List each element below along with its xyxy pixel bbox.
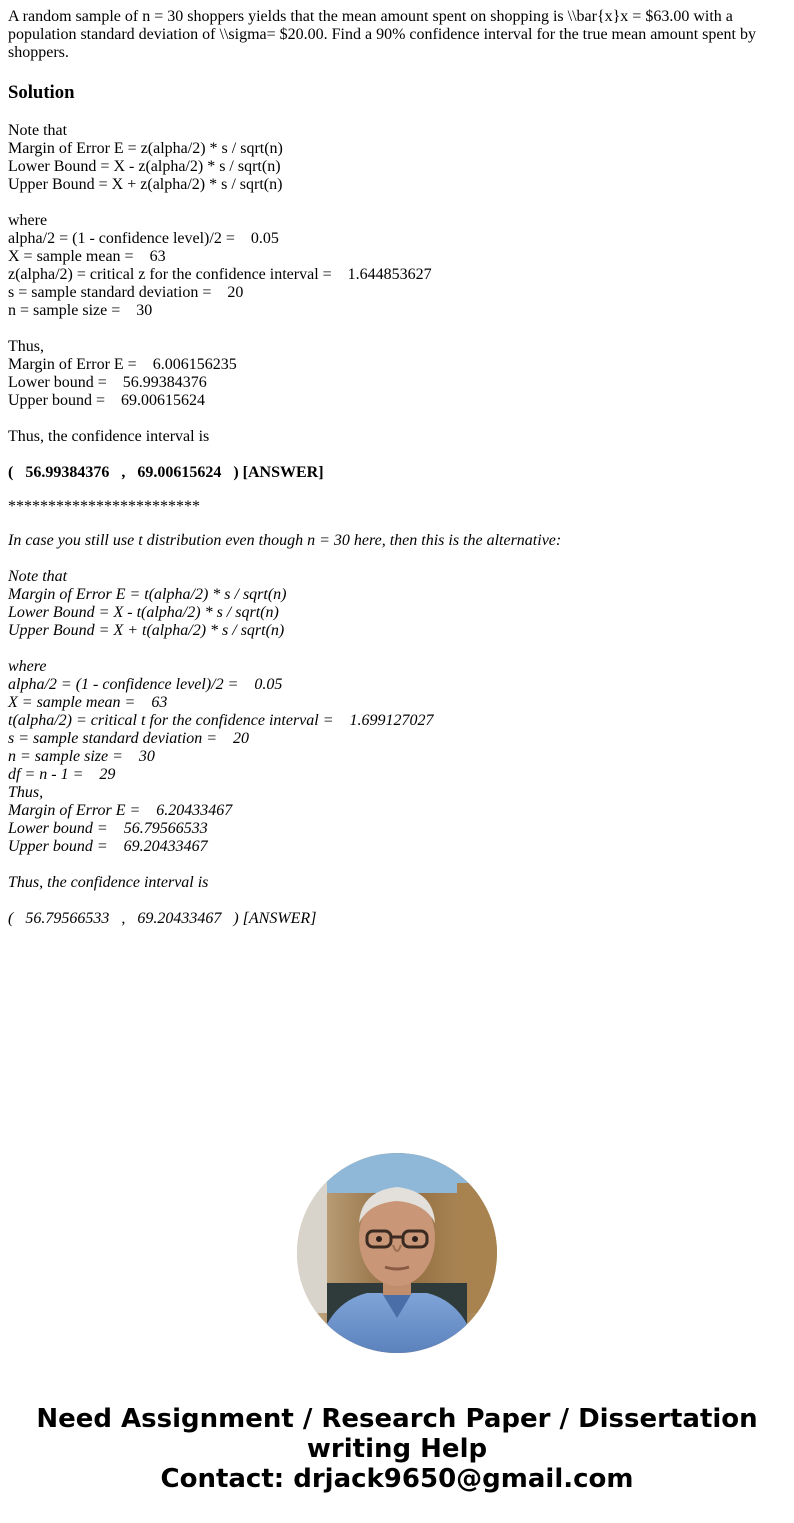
z-conclusion: Thus, the confidence interval is bbox=[8, 428, 210, 445]
author-avatar bbox=[297, 1153, 497, 1353]
t-line: alpha/2 = (1 - confidence level)/2 = 0.05 bbox=[8, 676, 283, 693]
z-definitions bbox=[8, 212, 784, 320]
z-section bbox=[8, 122, 784, 482]
author-avatar-icon bbox=[297, 1153, 497, 1353]
footer-contact bbox=[0, 1404, 794, 1494]
t-line: Margin of Error E = 6.20433467 bbox=[8, 802, 233, 819]
z-line: Lower bound = 56.99384376 bbox=[8, 374, 207, 391]
z-line: Margin of Error E = 6.006156235 bbox=[8, 356, 237, 373]
document-body bbox=[8, 8, 784, 928]
t-section bbox=[8, 532, 784, 928]
t-formulas bbox=[8, 568, 784, 640]
z-formulas bbox=[8, 122, 784, 194]
z-line: Lower Bound = X - z(alpha/2) * s / sqrt(n) bbox=[8, 158, 281, 175]
t-line: Note that bbox=[8, 568, 68, 585]
t-line: Margin of Error E = t(alpha/2) * s / sqrt(n) bbox=[8, 586, 287, 603]
question-text: A random sample of n = 30 shoppers yields that the mean amount spent on shopping is \\bar{x}x = $63.00 with a population standard deviation of \\sigma= $20.00. Find a 90% confidence interval for the true mean amount spent by shoppers. bbox=[8, 8, 756, 61]
t-line: X = sample mean = 63 bbox=[8, 694, 168, 711]
t-line: Upper bound = 69.20433467 bbox=[8, 838, 208, 855]
t-answer: ( 56.79566533 , 69.20433467 ) [ANSWER] bbox=[8, 910, 317, 927]
z-results bbox=[8, 338, 784, 410]
z-line: Upper bound = 69.00615624 bbox=[8, 392, 206, 409]
t-line: Lower Bound = X - t(alpha/2) * s / sqrt(n) bbox=[8, 604, 279, 621]
z-answer: ( 56.99384376 , 69.00615624 ) [ANSWER] bbox=[8, 464, 324, 481]
t-line: Thus, bbox=[8, 784, 44, 801]
z-line: alpha/2 = (1 - confidence level)/2 = 0.05 bbox=[8, 230, 279, 247]
z-line: Upper Bound = X + z(alpha/2) * s / sqrt(n) bbox=[8, 176, 283, 193]
footer-line: Need Assignment / Research Paper / Dissertation bbox=[36, 1404, 758, 1434]
z-line: s = sample standard deviation = 20 bbox=[8, 284, 244, 301]
solution-heading: Solution bbox=[8, 82, 75, 103]
t-line: df = n - 1 = 29 bbox=[8, 766, 116, 783]
t-line: t(alpha/2) = critical t for the confidence interval = 1.699127027 bbox=[8, 712, 434, 729]
z-line: Margin of Error E = z(alpha/2) * s / sqrt(n) bbox=[8, 140, 283, 157]
z-line: X = sample mean = 63 bbox=[8, 248, 166, 265]
t-line: Lower bound = 56.79566533 bbox=[8, 820, 208, 837]
t-definitions bbox=[8, 658, 784, 856]
footer-line: writing Help bbox=[306, 1434, 488, 1464]
z-line: n = sample size = 30 bbox=[8, 302, 153, 319]
t-line: where bbox=[8, 658, 47, 675]
t-intro: In case you still use t distribution even though n = 30 here, then this is the alternative: bbox=[8, 532, 562, 549]
z-line: Thus, bbox=[8, 338, 44, 355]
t-conclusion: Thus, the confidence interval is bbox=[8, 874, 209, 891]
t-line: s = sample standard deviation = 20 bbox=[8, 730, 249, 747]
footer-contact-email: Contact: drjack9650@gmail.com bbox=[160, 1464, 634, 1494]
z-line: z(alpha/2) = critical z for the confidence interval = 1.644853627 bbox=[8, 266, 432, 283]
z-line: where bbox=[8, 212, 48, 229]
z-line: Note that bbox=[8, 122, 68, 139]
separator: ************************ bbox=[8, 498, 200, 515]
t-line: n = sample size = 30 bbox=[8, 748, 155, 765]
t-line: Upper Bound = X + t(alpha/2) * s / sqrt(n) bbox=[8, 622, 285, 639]
